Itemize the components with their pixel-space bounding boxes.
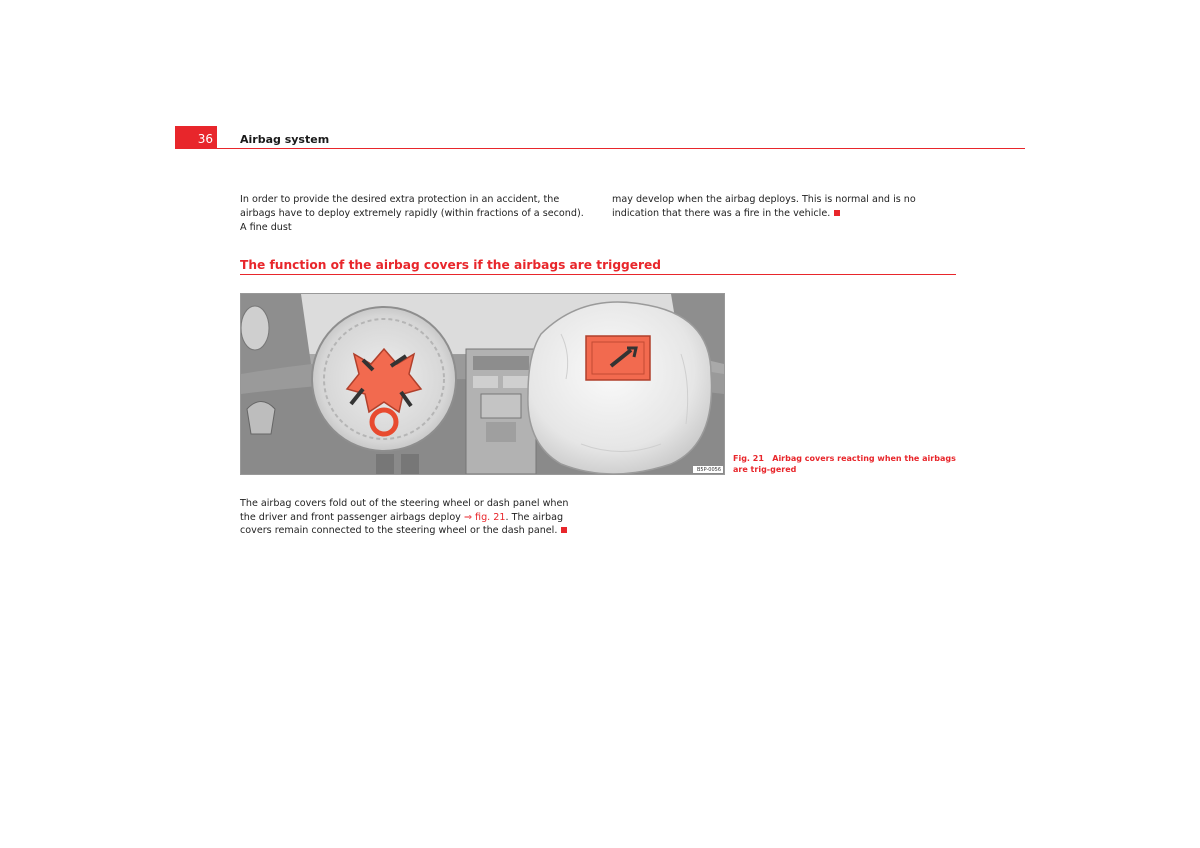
figure-reference-arrow: ⇒ bbox=[463, 511, 472, 523]
body-paragraph bbox=[240, 497, 585, 538]
section-rule bbox=[240, 274, 956, 275]
end-of-section-mark bbox=[834, 210, 840, 216]
section-heading: The function of the airbag covers if the airbags are triggered bbox=[240, 258, 662, 272]
airbag-illustration bbox=[241, 294, 724, 474]
page-number: 36 bbox=[175, 126, 217, 149]
end-of-section-mark bbox=[561, 527, 567, 533]
figure-label: Fig. 21 bbox=[733, 454, 764, 463]
header-rule bbox=[217, 148, 1025, 149]
figure-caption bbox=[733, 454, 961, 475]
intro-right-text: may develop when the airbag deploys. This is normal and is no indication that there was a fire in the vehicle. bbox=[612, 194, 916, 219]
body-text-start: The airbag covers fold out of the steering wheel or dash panel when the driver and front passenger airbags deploy bbox=[240, 498, 569, 523]
chapter-title: Airbag system bbox=[240, 133, 330, 146]
image-code: B5P-0056 bbox=[696, 467, 721, 473]
figure-reference-link[interactable]: fig. 21 bbox=[475, 511, 506, 523]
intro-paragraph-right bbox=[612, 193, 957, 221]
body-text-end: . The airbag covers remain connected to the steering wheel or the dash panel. bbox=[240, 511, 564, 537]
figure-caption-text: Airbag covers reacting when the airbags are trig-gered bbox=[733, 454, 956, 474]
airbag-figure bbox=[240, 293, 725, 475]
intro-paragraph-left: In order to provide the desired extra protection in an accident, the airbags have to deploy extremely rapidly (within fractions of a second). A fine dust bbox=[240, 194, 584, 233]
